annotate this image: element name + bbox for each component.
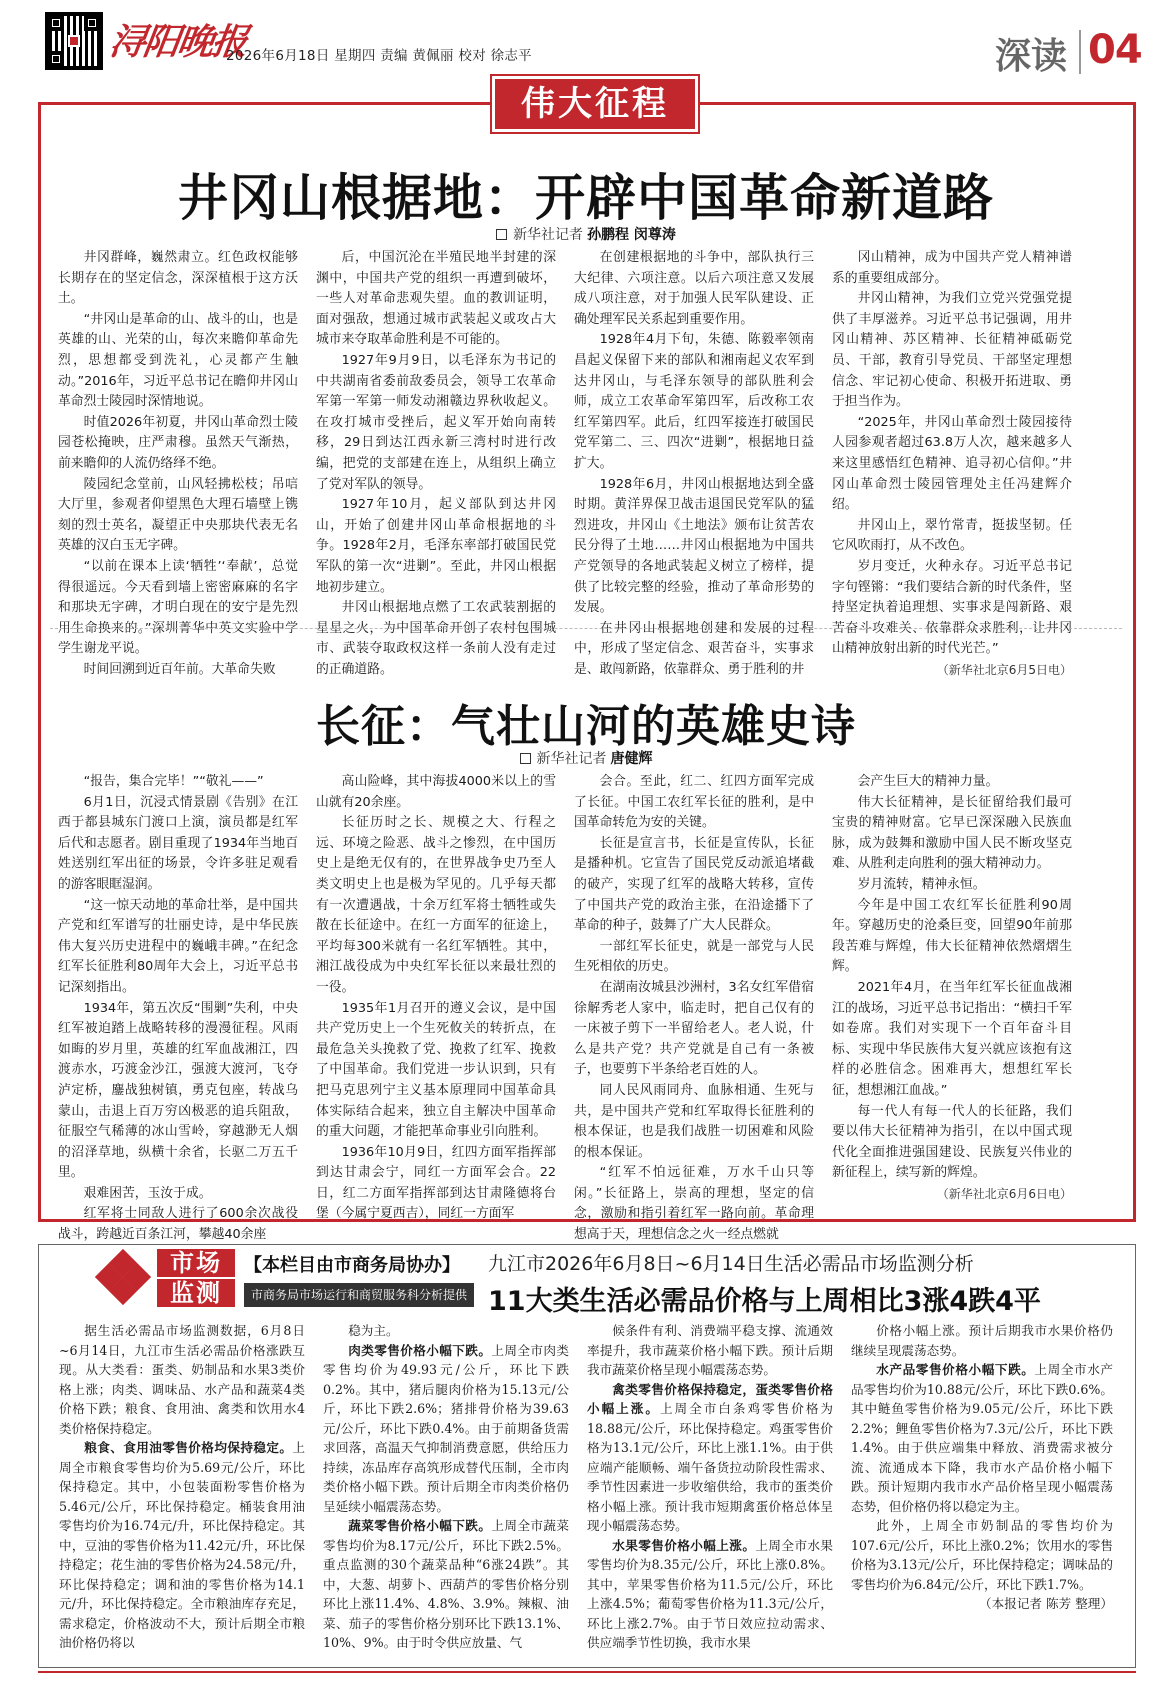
headline-jinggangshan: 井冈山根据地：开辟中国革命新道路 [178, 169, 994, 227]
paragraph: 井冈山精神，为我们立党兴党强党提供了丰厚滋养。习近平总书记强调，用井冈山精神、苏区精神、长征精神砥砺党员、干部，教育引导党员、干部坚定理想信念、牢记初心使命、积极开拓进取、勇于担当作为。 [832, 291, 1072, 410]
paragraph: 1927年10月，起义部队到达井冈山，开始了创建井冈山革命根据地的斗争。1928年2月，毛泽东率部打破国民党军队的第一次“进剿”。至此，井冈山根据地初步建立。 [316, 497, 556, 595]
market-monitor-box [38, 1244, 1136, 1668]
paragraph: 长征是宣言书，长征是宣传队，长征是播种机。它宣告了国民党反动派追堵截的破产，实现了红军的战略大转移，宣传了中国共产党的政治主张，在沿途播下了革命的种子，鼓舞了广大人民群众。 [574, 835, 814, 934]
paragraph: “井冈山是革命的山、战斗的山，也是英雄的山、光荣的山，每次来瞻仰革命先烈，思想都受到洗礼，心灵都产生触动。”2016年，习近平总书记在瞻仰井冈山革命烈士陵园时深情地说。 [58, 311, 298, 410]
column-sponsor: 【本栏目由市商务局协办】 [244, 1255, 460, 1276]
paragraph: 会产生巨大的精神力量。 [857, 774, 999, 789]
paragraph: 红军将士同敌人进行了600余次战役战斗，跨越近百条江河，攀越40余座 [58, 1206, 298, 1243]
paragraph: 艰难困苦，玉汝于成。 [83, 1185, 212, 1201]
market-header [39, 1245, 1135, 1317]
article-divider [50, 628, 1122, 629]
section-name: 深读 [995, 35, 1068, 77]
paragraph: 1935年1月召开的遵义会议，是中国共产党历史上一个生死攸关的转折点，在最危急关头挽救了党、挽救了红军、挽救了中国革命。我们党进一步认识到，只有把马克思列宁主义基本原理同中国革命具体实际结合起来，独立自主解决中国革命的重大问题，才能把革命事业引向胜利。 [316, 1000, 556, 1140]
paragraph-lead: 蔬菜零售价格小幅下跌。 [348, 1518, 492, 1533]
dateline-sign: （新华社北京6月6日电） [936, 1186, 1072, 1201]
paragraph: 会合。至此，红二、红四方面军完成了长征。中国工农红军长征的胜利，是中国革命转危为安的关键。 [574, 774, 814, 831]
article1-col3 [574, 248, 814, 677]
paragraph-text: 候条件有利、消费端平稳支撑、流通效率提升，我市蔬菜价格小幅下跌。预计后期我市蔬菜价格呈现小幅震荡态势。 [587, 1323, 833, 1377]
paragraph: 井冈山上，翠竹常青，挺拔坚韧。任它风吹雨打，从不改色。 [832, 517, 1072, 554]
article1-col1 [58, 248, 298, 677]
paragraph: 1928年6月，井冈山根据地达到全盛时期。黄洋界保卫战击退国民党军队的猛烈进攻，井冈山《土地法》颁布让贫苦农民分得了土地……井冈山根据地为中国共产党领导的各地武装起义树立了榜样，提供了比较完整的经验，推动了革命形势的发展。 [574, 476, 814, 616]
paragraph: 1934年，第五次反“围剿”失利，中央红军被迫踏上战略转移的漫漫征程。风雨如晦的岁月里，英雄的红军血战湘江，四渡赤水，巧渡金沙江，强渡大渡河，飞夺泸定桥，鏖战独树镇，勇克包座，转战乌蒙山，击退上百万穷凶极恶的追兵阻敌，征服空气稀薄的冰山雪岭，穿越渺无人烟的沼泽草地，纵横十余省，长驱二万五千里。 [58, 1000, 298, 1181]
article2-col2 [316, 772, 556, 1222]
paragraph-text: 据生活必需品市场监测数据，6月8日~6月14日，九江市生活必需品价格涨跌互现。从大类看：蛋类、奶制品和水果3类价格上涨；肉类、调味品、水产品和蔬菜4类价格下跌；粮食、食用油、禽类和饮用水4类价格保持稳定。 [59, 1323, 305, 1436]
qr-code-icon [45, 12, 103, 70]
paragraph-lead: 水产品零售价格小幅下跌。 [876, 1362, 1035, 1377]
paragraph: 1936年10月9日，红四方面军指挥部到达甘肃会宁，同红一方面军会合。22日，红二方面军指挥部到达甘肃隆德将台堡（今属宁夏西吉），同红一方面军 [316, 1144, 556, 1222]
paragraph [587, 1321, 833, 1380]
paragraph: “报告，集合完毕！”“敬礼——” [83, 774, 264, 789]
paragraph: 在湖南汝城县沙洲村，3名女红军借宿徐解秀老人家中，临走时，把自己仅有的一床被子剪下一半留给老人。老人说，什么是共产党？共产党就是自己有一条被子，也要剪下半条给老百姓的人。 [574, 979, 814, 1078]
market-subtitle: 九江市2026年6月8日~6月14日生活必需品市场监测分析 [488, 1253, 974, 1275]
dateline-sign: （新华社北京6月5日电） [936, 662, 1072, 677]
paragraph: 冈山精神，成为中国共产党人精神谱系的重要组成部分。 [832, 250, 1072, 286]
paragraph [59, 1321, 305, 1438]
paragraph [851, 1321, 1113, 1360]
paragraph: 6月1日，沉浸式情景剧《告别》在江西于都县城东门渡口上演，演员都是红军后代和志愿者。剧目重现了1934年当地百姓送别红军出征的场景，令许多驻足观看的游客眼眶湿润。 [58, 794, 298, 892]
paragraph [323, 1516, 569, 1653]
article1-col4 [832, 248, 1072, 677]
paragraph-text: 上周全市粮食零售均价为5.69元/公斤，环比保持稳定。其中，小包装面粉零售价格为5.46元/公斤，环比保持稳定。桶装食用油零售均价为16.74元/升，环比保持稳定。其中，豆油的零售价格为11.42元/升，环比保持稳定；花生油的零售价格为24.58元/升，环比保持稳定；调和油的零售价格为14.1元/升，环比保持稳定。全市粮油库存充足，需求稳定，价格波动不大，预计后期全市粮油价格仍将以 [59, 1440, 305, 1650]
market-col2 [323, 1321, 569, 1661]
article2-col1 [58, 772, 298, 1243]
paragraph-text: 上周全市蔬菜零售均价为8.17元/公斤，环比下跌2.5%。重点监测的30个蔬菜品种“6涨24跌”。其中，大葱、胡萝卜、西葫芦的零售价格分别环比上涨11.4%、4.8%、3.9%。辣椒、油菜、茄子的零售价格分别环比下跌13.1%、10%、9%。由于时令供应放量、气 [323, 1518, 570, 1650]
dateline-sign: （本报记者 陈芳 整理） [979, 1596, 1113, 1611]
byline-changzheng: 新华社记者 唐健辉 [0, 748, 1172, 768]
paragraph: “这一惊天动地的革命壮举，是中国共产党和红军谱写的壮丽史诗，是中华民族伟大复兴历史进程中的巍峨丰碑。”在纪念红军长征胜利80周年大会上，习近平总书记深刻指出。 [58, 897, 298, 995]
paragraph: “红军不怕远征难，万水千山只等闲。”长征路上，崇高的理想，坚定的信念，激励和指引着红军一路向前。革命理想高于天，理想信念之火一经点燃就 [574, 1165, 814, 1243]
paragraph: 一部红军长征史，就是一部党与人民生死相依的历史。 [574, 938, 814, 975]
headline-changzheng: 长征：气壮山河的英雄史诗 [316, 701, 856, 752]
market-logo-icon [99, 1253, 147, 1301]
paragraph-text: 价格小幅上涨。预计后期我市水果价格仍继续呈现震荡态势。 [851, 1323, 1113, 1358]
paragraph: “2025年，井冈山革命烈士陵园接待人园参观者超过63.8万人次，越来越多人来这里感悟红色精神、追寻初心信仰。”井冈山革命烈士陵园管理处主任冯建辉介绍。 [832, 414, 1072, 513]
article2-col4 [832, 772, 1072, 1214]
page-header [0, 0, 1172, 80]
paragraph-text: 稳为主。 [348, 1323, 399, 1338]
paragraph: 岁月流转，精神永恒。 [857, 876, 986, 892]
source-dept: 市商务局市场运行和商贸服务科分析提供 [244, 1283, 474, 1307]
market-col4 [851, 1321, 1113, 1661]
paragraph-text: 上周全市肉类零售均价为49.93元/公斤，环比下跌0.2%。其中，猪后腿肉价格为15.13元/公斤，环比下跌2.6%；猪排骨价格为39.63元/公斤，环比下跌0.4%。由于前期备货需求回落，高温天气抑制消费意愿，供给压力持续，冻品库存高筑形成替代压制，全市肉类价格小幅下跌。预计后期全市肉类价格仍呈延续小幅震荡态势。 [323, 1342, 570, 1514]
paragraph: 长征历时之长、规模之大、行程之远、环境之险恶、战斗之惨烈，在中国历史上是绝无仅有的，在世界战争史乃至人类文明史上也是极为罕见的。几乎每天都有一次遭遇战，十余万红军将士牺牲或失散在长征途中。在红一方面军的征途上，平均每300米就有一名红军牺牲。其中，湘江战役成为中央红军长征以来最壮烈的一役。 [316, 815, 556, 995]
paragraph: 井冈群峰，巍然肃立。红色政权能够长期存在的坚定信念，深深植根于这方沃土。 [58, 250, 298, 307]
paragraph-text: 上周全市白条鸡零售价格为18.88元/公斤，环比保持稳定。鸡蛋零售价格为13.1元/公斤，环比上涨1.1%。由于供应端产能顺畅、端午备货拉动阶段性需求、季节性因素进一步收缩供给，我市的蛋类价格小幅上涨。预计我市短期禽蛋价格总体呈现小幅震荡态势。 [587, 1401, 834, 1533]
market-col1 [59, 1321, 305, 1661]
paragraph-lead: 水果零售价格小幅上涨。 [612, 1537, 756, 1553]
article1-col2 [316, 248, 556, 677]
bottom-rule [38, 1671, 1136, 1673]
paragraph-lead: 禽类零售价格保持稳定，蛋类零售价格小幅上涨。 [587, 1381, 833, 1416]
paragraph-text: 此外，上周全市奶制品的零售均价为107.6元/公斤，环比上涨0.2%；饮用水的零售价格为3.13元/公斤，环比保持稳定；调味品的零售均价为6.84元/公斤，环比下跌1.7%。 [851, 1518, 1113, 1592]
market-col3 [587, 1321, 833, 1661]
paragraph: 井冈山根据地点燃了工农武装割据的星星之火，为中国革命开创了农村包围城市、武装夺取政权这样一条前人没有走过的正确道路。 [316, 600, 556, 677]
paragraph: 伟大长征精神，是长征留给我们最可宝贵的精神财富。它早已深深融入民族血脉，成为鼓舞和激励中国人民不断攻坚克难、从胜利走向胜利的强大精神动力。 [832, 794, 1072, 872]
paragraph-text: 上周全市水产品零售均价为10.88元/公斤，环比下跌0.6%。其中鲢鱼零售价格为9.05元/公斤，环比下跌2.2%；鲤鱼零售价格为7.3元/公斤，环比下跌1.4%。由于供应端集中释放、消费需求被分流、流通成本下降，我市水产品价格小幅下跌。预计短期内我市水产品价格呈现小幅震荡态势，但价格仍将以稳定为主。 [851, 1362, 1114, 1514]
column-badge: 伟大征程 [495, 79, 695, 129]
paragraph [323, 1321, 569, 1341]
masthead: 浔阳晚报 [106, 21, 249, 63]
paragraph: 后，中国沉沦在半殖民地半封建的深渊中，中国共产党的组织一再遭到破坏，一些人对革命悲观失望。血的教训证明，面对强敌，想通过城市武装起义或攻占大城市来夺取革命胜利是不可能的。 [316, 250, 556, 348]
market-tag: 市场 [157, 1249, 235, 1277]
paragraph: “以前在课本上读‘牺牲’‘奉献’，总觉得很遥远。今天看到墙上密密麻麻的名字和那块无字碑，才明白现在的安宁是先烈用生命换来的。”深圳菁华中英文实验中学学生谢龙平说。 [58, 558, 298, 657]
paragraph: 同人民风雨同舟、血脉相通、生死与共，是中国共产党和红军取得长征胜利的根本保证，也是我们战胜一切困难和风险的根本保证。 [574, 1082, 814, 1160]
paragraph [587, 1536, 833, 1653]
market-title: 11大类生活必需品价格与上周相比3涨4跌4平 [488, 1286, 1041, 1317]
paragraph: 岁月变迁，火种永存。习近平总书记字句铿锵：“我们要结合新的时代条件，坚持坚定执着追理想、实事求是闯新路、艰苦奋斗攻难关、依靠群众求胜利，让井冈山精神放射出新的时代光芒。” [832, 558, 1072, 657]
article2-col3 [574, 772, 814, 1243]
divider [1079, 30, 1081, 74]
paragraph: 时间回溯到近百年前。大革命失败 [83, 661, 276, 677]
page-number: 04 [1088, 27, 1142, 73]
paragraph: 每一代人有每一代人的长征路，我们要以伟大长征精神为指引，在以中国式现代化全面推进强国建设、民族复兴伟业的新征程上，续写新的辉煌。 [832, 1103, 1072, 1181]
paragraph-text: 上周全市水果零售均价为8.35元/公斤，环比上涨0.8%。其中，苹果零售价格为11.5元/公斤，环比上涨4.5%；葡萄零售价格为11.3元/公斤，环比上涨2.7%。由于节日效应拉动需求、供应端季节性切换，我市水果 [587, 1537, 834, 1650]
paragraph: 2021年4月，在当年红军长征血战湘江的战场，习近平总书记指出：“横扫千军如卷席。我们对实现下一个百年奋斗目标、实现中华民族伟大复兴就应该抱有这样的必胜信念。困难再大，想想红军长征，想想湘江血战。” [832, 979, 1072, 1098]
dateline: 2026年6月18日 星期四 责编 黄佩丽 校对 徐志平 [226, 48, 532, 64]
paragraph: 1927年9月9日，以毛泽东为书记的中共湖南省委前敌委员会，领导工农革命军第一军第一师发动湘赣边界秋收起义。在攻打城市受挫后，起义军开始向南转移，29日到达江西永新三湾村时进行改编，把党的支部建在连上，从组织上确立了党对军队的领导。 [316, 352, 556, 492]
paragraph-lead: 粮食、食用油零售价格均保持稳定。 [84, 1440, 293, 1455]
paragraph: 1928年4月下旬，朱德、陈毅率领南昌起义保留下来的部队和湘南起义农军到达井冈山，与毛泽东领导的部队胜利会师，成立工农革命军第四军，后改称工农红军第四军。此后，红四军接连打破国民党军第二、三、四次“进剿”，根据地日益扩大。 [574, 332, 814, 471]
paragraph: 今年是中国工农红军长征胜利90周年。穿越历史的沧桑巨变，回望90年前那段苦难与辉煌，伟大长征精神依然熠熠生辉。 [832, 897, 1072, 975]
paragraph [851, 1516, 1113, 1594]
paragraph [851, 1360, 1113, 1516]
paragraph: 陵园纪念堂前，山风轻拂松枝；吊唁大厅里，参观者仰望黑色大理石墙壁上镌刻的烈士英名，凝望正中央那块代表无名英雄的汉白玉无字碑。 [58, 476, 298, 554]
paragraph-lead: 肉类零售价格小幅下跌。 [348, 1342, 492, 1358]
paragraph [587, 1380, 833, 1536]
paragraph [323, 1341, 569, 1517]
paragraph [59, 1438, 305, 1653]
monitor-tag: 监测 [157, 1279, 235, 1307]
paragraph: 高山险峰，其中海拔4000米以上的雪山就有20余座。 [316, 774, 556, 810]
paragraph: 在井冈山根据地创建和发展的过程中，形成了坚定信念、艰苦奋斗，实事求是、敢闯新路，依靠群众、勇于胜利的井 [574, 620, 814, 677]
byline-jinggangshan: 新华社记者 孙鹏程 闵尊涛 [0, 224, 1172, 244]
paragraph: 时值2026年初夏，井冈山革命烈士陵园苍松掩映，庄严肃穆。虽然天气渐热，前来瞻仰的人流仍络绎不绝。 [58, 414, 298, 471]
paragraph: 在创建根据地的斗争中，部队执行三大纪律、六项注意。以后六项注意又发展成八项注意，对于加强人民军队建设、正确处理军民关系起到重要作用。 [574, 250, 814, 327]
